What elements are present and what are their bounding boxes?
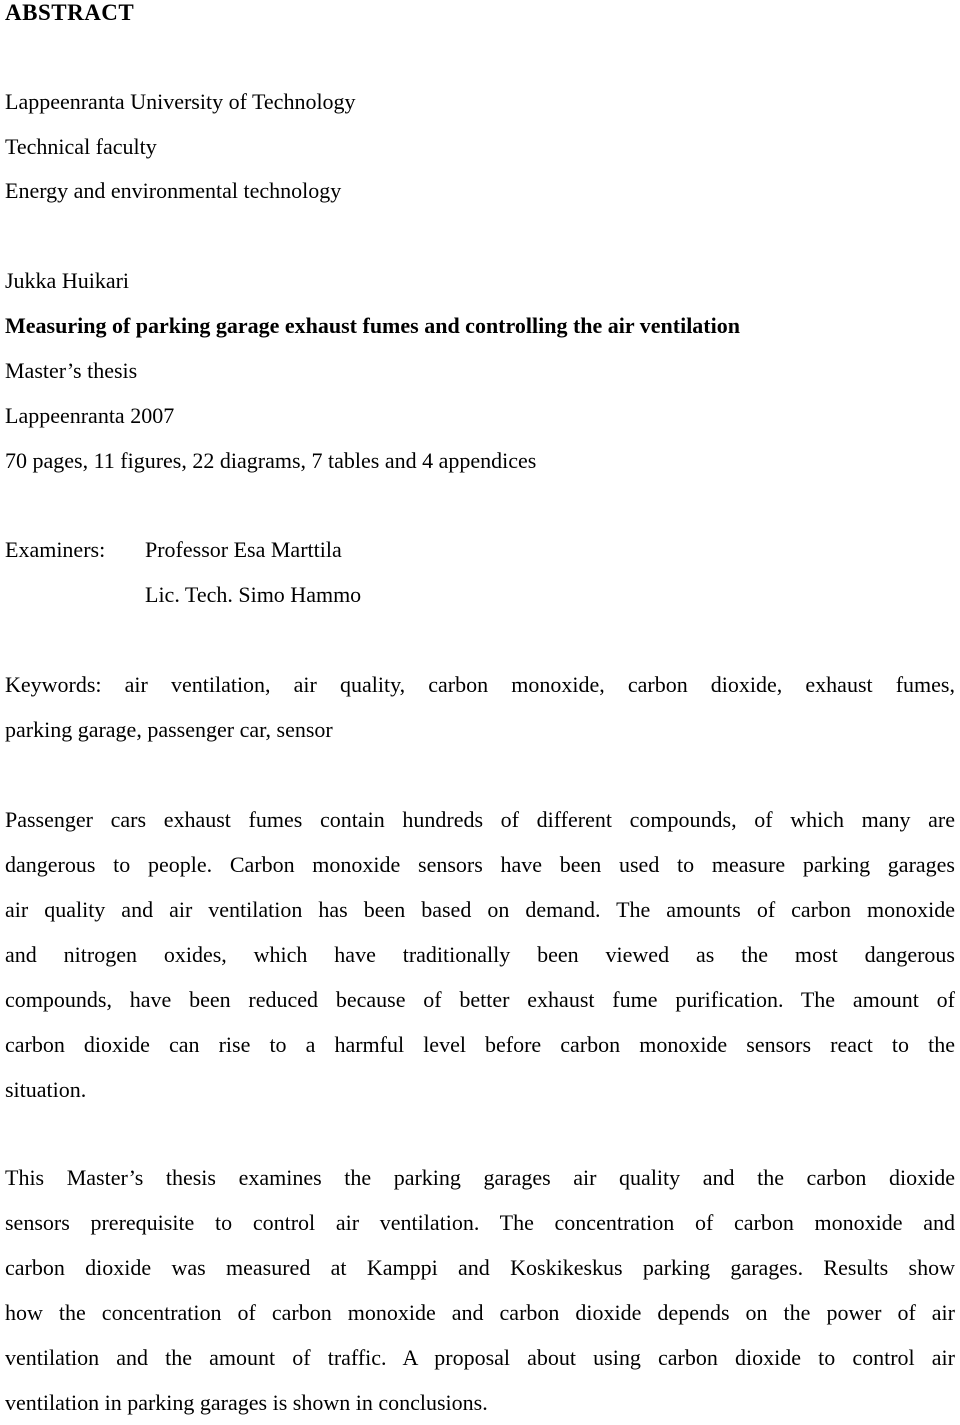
abstract-paragraph-1 [5, 797, 955, 1112]
paragraph-line: and nitrogen oxides, which have traditionally been viewed as the most dangerous [5, 942, 955, 967]
keywords-line: Keywords: air ventilation, air quality, carbon monoxide, carbon dioxide, exhaust fumes, [5, 672, 955, 697]
author-name: Jukka Huikari [5, 268, 130, 293]
department-name: Energy and environmental technology [5, 178, 342, 203]
thesis-type: Master’s thesis [5, 358, 138, 383]
thesis-title: Measuring of parking garage exhaust fumes and controlling the air ventilation [5, 313, 740, 338]
paragraph-line: carbon dioxide was measured at Kamppi and Koskikeskus parking garages. Results show [5, 1255, 955, 1280]
paragraph-line: air quality and air ventilation has been based on demand. The amounts of carbon monoxide [5, 897, 955, 922]
faculty-name: Technical faculty [5, 134, 157, 159]
paragraph-line: how the concentration of carbon monoxide and carbon dioxide depends on the power of air [5, 1300, 955, 1325]
abstract-paragraph-2 [5, 1155, 955, 1425]
paragraph-line: situation. [5, 1077, 87, 1102]
paragraph-line: Passenger cars exhaust fumes contain hundreds of different compounds, of which many are [5, 807, 955, 832]
paragraph-line: dangerous to people. Carbon monoxide sensors have been used to measure parking garages [5, 852, 955, 877]
place-year: Lappeenranta 2007 [5, 403, 175, 428]
keywords-block [5, 662, 955, 752]
university-name: Lappeenranta University of Technology [5, 89, 356, 114]
paragraph-line: ventilation and the amount of traffic. A proposal about using carbon dioxide to control air [5, 1345, 955, 1370]
examiners-label: Examiners: [5, 537, 106, 562]
examiner-1: Professor Esa Marttila [145, 537, 342, 562]
paragraph-line: This Master’s thesis examines the parking garages air quality and the carbon dioxide [5, 1165, 955, 1190]
abstract-heading: ABSTRACT [5, 0, 135, 25]
paragraph-line: sensors prerequisite to control air ventilation. The concentration of carbon monoxide and [5, 1210, 955, 1235]
paragraph-line: ventilation in parking garages is shown in conclusions. [5, 1390, 488, 1415]
paragraph-line: compounds, have been reduced because of better exhaust fume purification. The amount of [5, 987, 955, 1012]
keywords-line: parking garage, passenger car, sensor [5, 717, 333, 742]
paragraph-line: carbon dioxide can rise to a harmful level before carbon monoxide sensors react to the [5, 1032, 955, 1057]
examiner-2: Lic. Tech. Simo Hammo [145, 582, 362, 607]
extent-summary: 70 pages, 11 figures, 22 diagrams, 7 tables and 4 appendices [5, 448, 537, 473]
